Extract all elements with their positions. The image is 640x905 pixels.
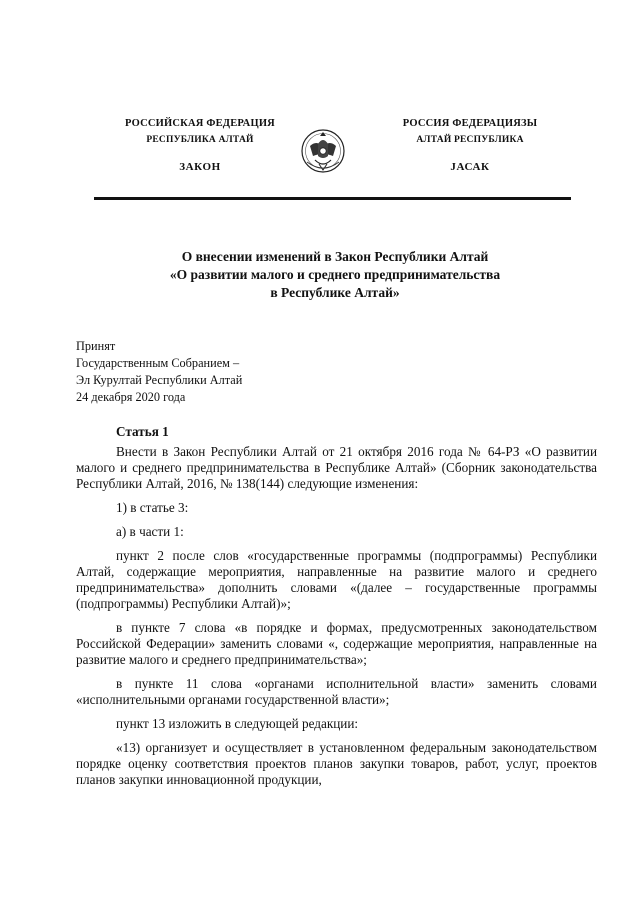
header-left-country: РОССИЙСКАЯ ФЕДЕРАЦИЯ [125,118,275,129]
document-header [0,118,640,198]
article-paragraph: пункт 13 изложить в следующей редакции: [116,716,359,731]
header-right-doc-type: JАСАК [450,161,490,173]
coat-of-arms-icon [300,118,346,184]
header-right [395,118,545,173]
header-right-republic: АЛТАЙ РЕСПУБЛИКА [416,135,524,145]
article-paragraph: в пункте 11 слова «органами исполнительной власти» заменить словами «исполнительными органами государственной власти»; [76,676,597,707]
article-paragraph: в пункте 7 слова «в порядке и формах, предусмотренных законодательством Российской Федерации» заменить словами «, содержащие мероприятия, направленные на развитие малого и среднего предпринимательства»; [76,620,597,667]
header-right-country: РОССИЯ ФЕДЕРАЦИЯЗЫ [402,118,538,129]
article-body [76,444,597,796]
law-title-line: «О развитии малого и среднего предпринимательства [169,267,501,282]
article-paragraph: «13) организует и осуществляет в установленном федеральным законодательством порядке оценку соответствия проектов планов закупки товаров, работ, услуг, проектов планов закупки инновационной продукции, [76,740,597,787]
law-title-line: О внесении изменений в Закон Республики Алтай [181,249,489,264]
article-paragraph: 1) в статье 3: [116,500,189,515]
header-left [105,118,295,173]
adoption-line: Эл Курултай Республики Алтай [76,373,243,387]
law-title [75,248,595,302]
header-divider [94,197,571,200]
article-paragraph: пункт 2 после слов «государственные программы (подпрограммы) Республики Алтай, содержащие мероприятия, направленные на развитие малого и среднего предпринимательства» дополнить словами «(далее – государственные программы (подпрограммы) Республики Алтай)»; [76,548,597,611]
law-title-line: в Республике Алтай» [270,285,400,300]
adoption-line: Принят [76,339,116,353]
adoption-date: 24 декабря 2020 года [76,390,186,404]
header-left-republic: РЕСПУБЛИКА АЛТАЙ [146,135,254,145]
adoption-line: Государственным Собранием – [76,356,240,370]
article-paragraph: а) в части 1: [116,524,184,539]
article-paragraph: Внести в Закон Республики Алтай от 21 октября 2016 года № 64-РЗ «О развитии малого и среднего предпринимательства в Республике Алтай» (Сборник законодательства Республики Алтай, 2016, № 138(144) следующие изменения: [76,444,597,491]
article-heading: Статья 1 [116,424,169,439]
header-left-doc-type: ЗАКОН [179,161,221,173]
adoption-block [76,338,242,406]
